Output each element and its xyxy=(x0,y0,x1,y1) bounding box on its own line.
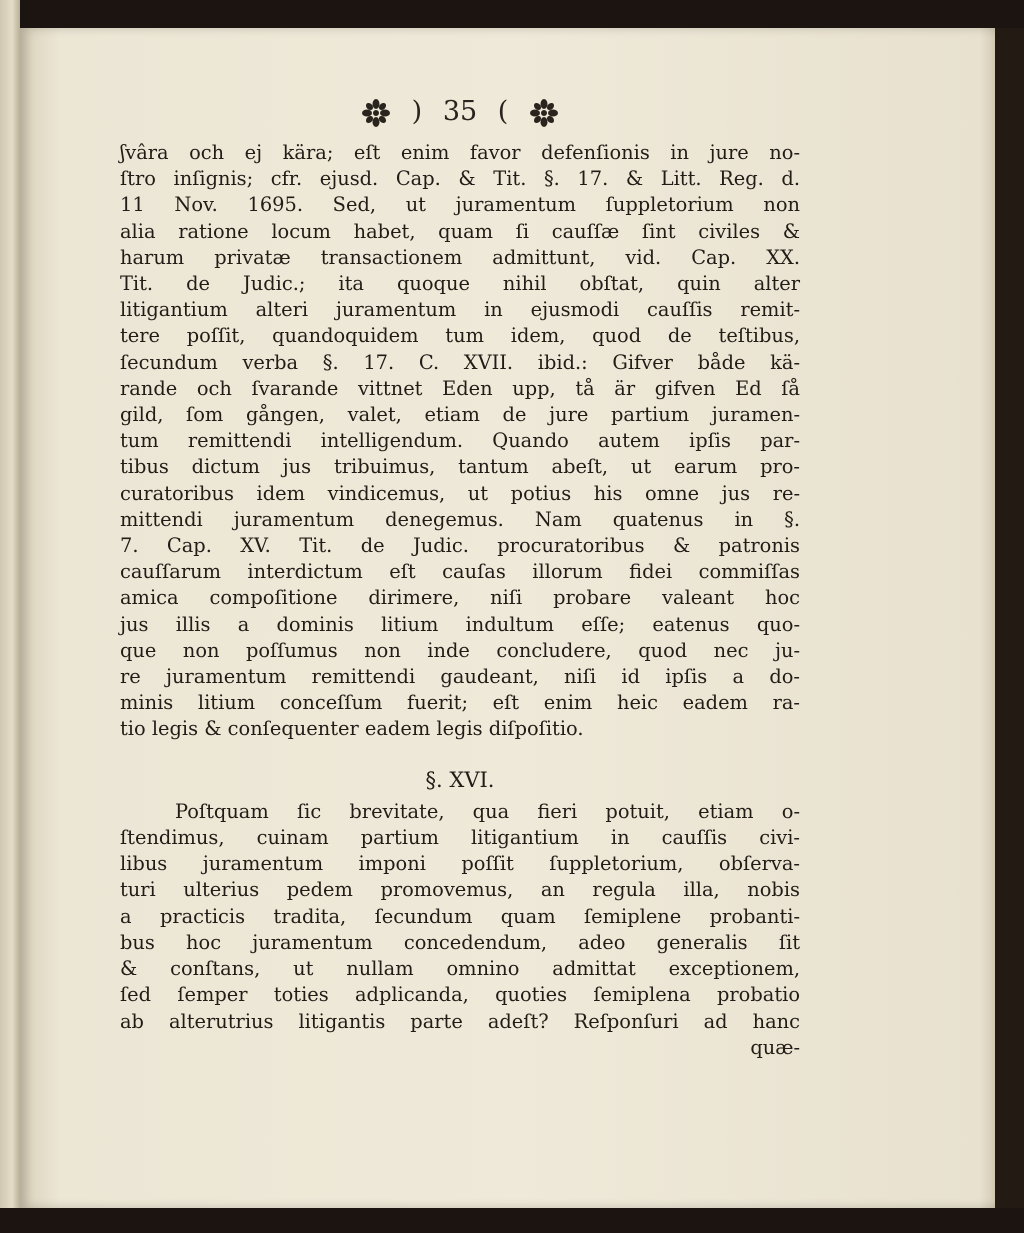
section-heading: §. XVI. xyxy=(425,767,495,792)
page-header xyxy=(300,96,620,136)
text-line: litigantium alteri juramentum in ejusmodi cauſſis remit- xyxy=(120,298,800,322)
text-line: tere poſſit, quandoquidem tum idem, quod de teſtibus, xyxy=(120,324,800,348)
text-line: Poſtquam ſic brevitate, qua fieri potuit, etiam o- xyxy=(175,799,800,823)
text-line: ab alterutrius litigantis parte adeſt? Reſponſuri ad hanc xyxy=(120,1009,800,1033)
text-line: gild, ſom gången, valet, etiam de jure partium juramen- xyxy=(120,403,800,427)
text-line: ſtro inſignis; cfr. ejusd. Cap. & Tit. §. 17. & Litt. Reg. d. xyxy=(120,167,800,191)
flower-ornament-icon xyxy=(529,98,559,128)
text-line: Tit. de Judic.; ita quoque nihil obſtat, quin alter xyxy=(120,272,800,296)
text-line: alia ratione locum habet, quam ſi cauſſæ ſint civiles & xyxy=(120,219,800,243)
text-line: a practicis tradita, ſecundum quam ſemiplene probanti- xyxy=(120,904,800,928)
paragraph-2 xyxy=(120,799,800,1035)
text-line: jus illis a dominis litium indultum eſſe; eatenus quo- xyxy=(120,612,800,636)
text-line: 11 Nov. 1695. Sed, ut juramentum ſuppletorium non xyxy=(120,193,800,217)
text-line: ſed ſemper toties adplicanda, quoties ſemiplena probatio xyxy=(120,983,800,1007)
facing-page-edge xyxy=(0,0,20,1208)
text-line: harum privatæ transactionem admittunt, vid. Cap. XX. xyxy=(120,245,800,269)
text-line: ʃvâra och ej kära; eſt enim favor defenſionis in jure no- xyxy=(120,141,800,164)
text-line: cauſſarum interdictum eſt cauſas illorum fidei commiſſas xyxy=(120,560,800,584)
text-line: rande och ſvarande vittnet Eden upp, tå är gifven Ed ſå xyxy=(120,376,800,400)
text-line: minis litium conceſſum fuerit; eſt enim heic eadem ra- xyxy=(120,691,800,715)
header-bracket-left: ) xyxy=(411,96,423,127)
text-line: & conſtans, ut nullam omnino admittat exceptionem, xyxy=(120,957,800,981)
text-line: turi ulterius pedem promovemus, an regula illa, nobis xyxy=(120,878,800,902)
page-number: 35 xyxy=(442,96,478,127)
text-line: mittendi juramentum denegemus. Nam quatenus in §. xyxy=(120,507,800,531)
catchword: quæ- xyxy=(750,1035,800,1059)
text-line: ſecundum verba §. 17. C. XVII. ibid.: Gifver både kä- xyxy=(120,350,800,374)
text-line: bus hoc juramentum concedendum, adeo generalis ſit xyxy=(120,930,800,954)
flower-ornament-icon xyxy=(361,98,391,128)
header-bracket-right: ( xyxy=(497,96,509,127)
paragraph-1 xyxy=(120,140,800,743)
text-line: curatoribus idem vindicemus, ut potius his omne jus re- xyxy=(120,481,800,505)
text-line: 7. Cap. XV. Tit. de Judic. procuratoribus & patronis xyxy=(120,534,800,558)
page-body xyxy=(120,140,800,1061)
text-line: ſtendimus, cuinam partium litigantium in cauſſis civi- xyxy=(120,826,800,850)
text-line: que non poſſumus non inde concludere, quod nec ju- xyxy=(120,638,800,662)
text-line: libus juramentum imponi poſſit ſuppletorium, obſerva- xyxy=(120,852,800,876)
text-line: tio legis & conſequenter eadem legis diſpoſitio. xyxy=(120,717,584,741)
page-shadow-edge xyxy=(995,28,1024,1208)
text-line: amica compoſitione dirimere, niſi probare valeant hoc xyxy=(120,586,800,610)
text-line: tibus dictum jus tribuimus, tantum abeſt, ut earum pro- xyxy=(120,455,800,479)
text-line: re juramentum remittendi gaudeant, niſi id ipſis a do- xyxy=(120,665,800,689)
text-line: tum remittendi intelligendum. Quando autem ipſis par- xyxy=(120,429,800,453)
